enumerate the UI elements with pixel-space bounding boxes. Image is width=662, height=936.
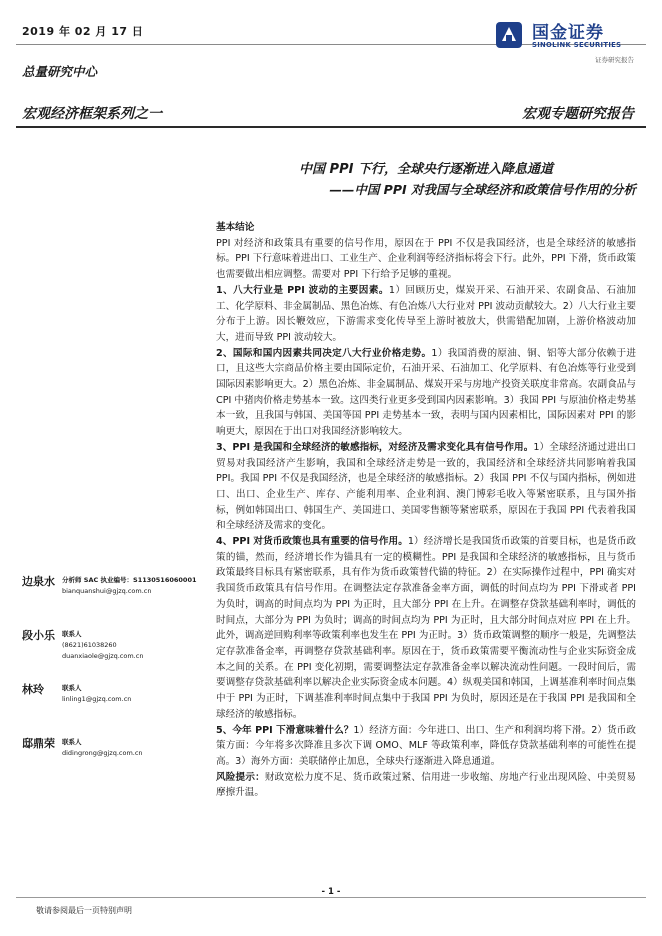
analyst-role: 联系人 [62,738,82,746]
series-name: 宏观经济框架系列之一 [22,106,162,122]
section-3-text: 1）全球经济通过进出口贸易对我国经济产生影响，我国和全球经济走势是一致的，我国经济和全球经济共同影响着我国 PPI。我国 PPI 不仅是我国经济，也是全球经济的敏感指标。2）我国 PPI 不仅与国内指标，例如进口、出口、企业生产、库存、产能利用率、企业利润、澳门博彩毛收入等紧密联系，且与国外指标，例如韩国出口、韩国生产、美国进口、美国零售额等紧密联系，原因在于我国 PPI 代表着我国和全球经济及需求的变化。 [216,441,636,532]
section-4-text: 1）经济增长是我国货币政策的首要目标，也是货币政策的锚，然而，经济增长作为锚具有一定的模糊性。PPI 是我国和全球经济的敏感指标，且与货币政策最终目标具有紧密联系，具有作为货币政策替代锚的特征。2）在实际操作过程中，PPI 确实对我国货币政策具有信号作用。在调整法定存款准备金率方面，调低的时间点均为 PPI 下滑或者 PPI 为负时，调高的时间点均为 PPI 为正时，且大部分 PPI 在上升。在调整存贷款基础利率时，调低的时间点，大部分为 PPI 为负时；调高的时间点均为 PPI 为正时，且大部分时间点对应 PPI 在上升。此外，调高逆回购利率等政策利率也发生在 PPI 为正时。3）货币政策调整的顺序一般是，先调整法定存款准备金率，再调整存贷款基础利率。原因在于，货币政策需要平衡流动性与企业实际资金成本之间的关系。在 PPI 变化初期，需要调整法定存款准备金率以解决流动性问题。一段时间后，需要调整存贷款基础利率以解决企业实际资金成本问题。4）纵观美国和韩国，上调基准利率时间点集中于 PPI 为正时，下调基准利率时间点集中于我国 PPI 为负时，原因还是在于我国 PPI 是我国和全球经济的敏感指标。 [216,536,636,720]
logo-name-en: SINOLINK SECURITIES [532,41,622,49]
report-subtitle: ——中国 PPI 对我国与全球经济和政策信号作用的分析 [329,182,636,197]
analyst-role: 分析师 SAC 执业编号：S1130516060001 [62,576,197,584]
section-3-heading: 3、PPI 是我国和全球经济的敏感指标，对经济及需求变化具有信号作用。 [216,441,534,453]
page-number: - 1 - [321,887,341,897]
logo-subtitle: 证券研究报告 [595,56,634,64]
analyst-name: 边泉水 [22,575,55,588]
section-3 [216,440,636,534]
section-2 [216,346,636,440]
analyst-phone: (8621)61038260 [62,641,117,649]
disclaimer-note: 敬请参阅最后一页特别声明 [36,906,132,915]
report-date: 2019 年 02 月 17 日 [22,25,144,38]
analyst-email: linling1@gjzq.com.cn [62,695,132,703]
header-divider-main [16,126,646,128]
section-5-text: 1）经济方面：今年进口、出口、生产和利润均将下滑。2）货币政策方面：今年将多次降准且多次下调 OMO、MLF 等政策利率，降低存贷款基础利率的可能性在提高。3）海外方面：美联储停止加息，全球央行逐渐进入降息通道。 [216,724,636,767]
report-type: 宏观专题研究报告 [522,106,634,122]
analyst-role: 联系人 [62,684,82,692]
report-title: 中国 PPI 下行，全球央行逐渐进入降息通道 [299,162,553,177]
analyst-list [22,573,212,789]
footer-divider [16,897,646,898]
analyst-entry [22,627,212,681]
section-1-heading: 1、八大行业是 PPI 波动的主要因素。 [216,284,389,296]
section-1 [216,283,636,346]
analyst-email: bianquanshui@gjzq.com.cn [62,587,152,595]
company-logo [494,18,634,68]
section-5 [216,723,636,770]
analyst-name: 邸鼎荣 [22,737,55,750]
conclusion-heading: 基本结论 [216,222,255,233]
section-2-heading: 2、国际和国内因素共同决定八大行业价格走势。 [216,347,432,359]
analyst-entry [22,735,212,789]
logo-name-cn: 国金证券 [532,23,604,43]
section-4 [216,534,636,722]
analyst-entry [22,573,212,627]
analyst-name: 林玲 [22,683,44,696]
department-name: 总量研究中心 [22,64,98,79]
sinolink-logo-icon [494,20,524,50]
analyst-entry [22,681,212,735]
analyst-email: duanxiaole@gjzq.com.cn [62,652,144,660]
analyst-email: didingrong@gjzq.com.cn [62,749,143,757]
risk-warning [216,770,636,801]
section-4-heading: 4、PPI 对货币政策也具有重要的信号作用。 [216,536,408,548]
section-2-text: 1）我国消费的原油、铜、铝等大部分依赖于进口，且这些大宗商品价格主要由国际定价，石油开采、石油加工、化学原料、有色冶炼等行业受到国际因素影响更大。2）黑色冶炼、非金属制品、煤炭开采与房地产投资关联度非常高。农副食品与 CPI 中猪肉价格走势基本一致。这四类行业更多受到国内因素影响。3）我国 PPI 与原油价格走势基本一致，且我国与韩国、美国等国 PPI 走势基本一致，表明与国内因素相比，国际因素对 PPI 的影响更大，原因在于出口对我国经济影响较大。 [216,347,636,438]
risk-heading: 风险提示： [216,771,265,783]
intro-paragraph: PPI 对经济和政策具有重要的信号作用，原因在于 PPI 不仅是我国经济，也是全球经济的敏感指标。PPI 下行意味着进出口、工业生产、企业利润等经济指标将会下行。此外，PPI 下滑，货币政策也需要做出相应调整。需要对 PPI 下行给予足够的重视。 [216,237,636,281]
report-body [216,220,636,801]
risk-text: 财政宽松力度不足、货币政策过紧、信用进一步收缩、房地产行业出现风险、中美贸易摩擦升温。 [216,771,637,799]
analyst-name: 段小乐 [22,629,55,642]
section-1-text: 1）回顾历史，煤炭开采、石油开采、农副食品、石油加工、化学原料、非金属制品、黑色冶炼、有色冶炼八大行业对 PPI 波动贡献较大。2）八大行业主要分布于上游。因长鞭效应，下游需求变化传导至上游时被放大，供需错配加剧，上游价格波动加大，进而导致 PPI 波动较大。 [216,284,636,343]
section-5-heading: 5、今年 PPI 下滑意味着什么？ [216,724,354,736]
analyst-role: 联系人 [62,630,82,638]
